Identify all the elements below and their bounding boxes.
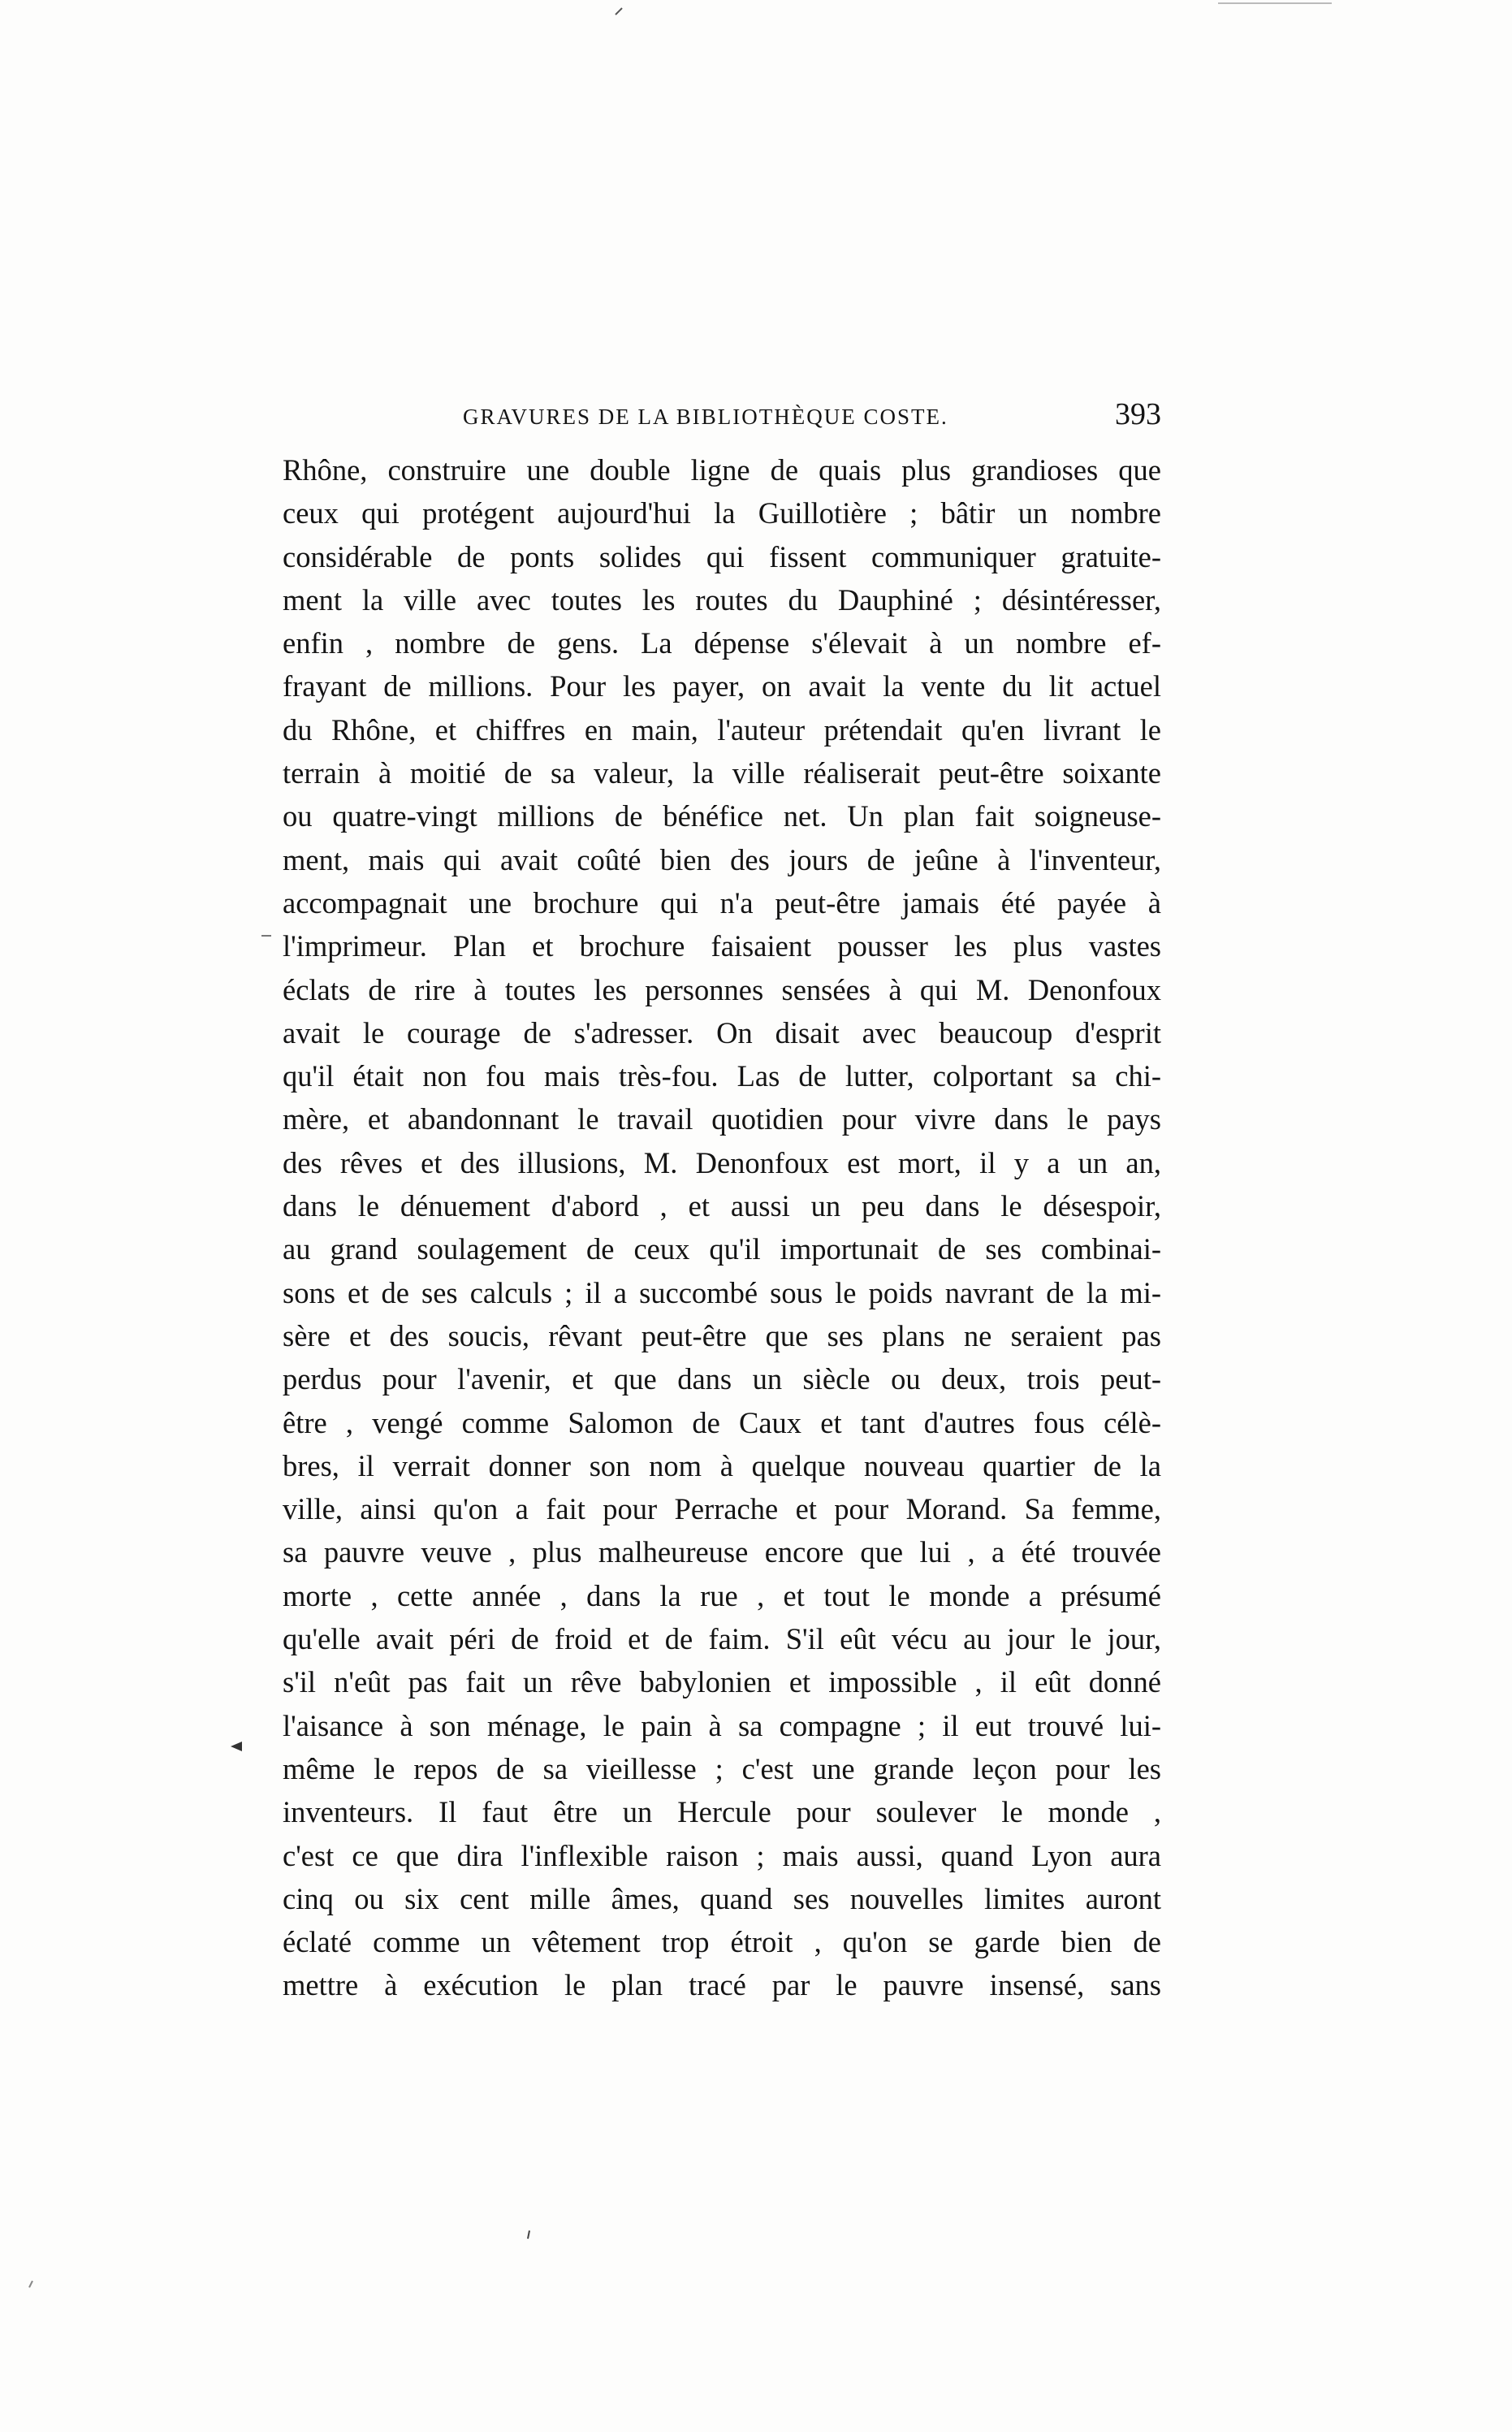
text-line: ceux qui protégent aujourd'hui la Guillotière ; bâtir un nombre — [283, 496, 1161, 530]
text-line: inventeurs. Il faut être un Hercule pour soulever le monde , — [283, 1795, 1161, 1829]
scan-arrow-left — [231, 1742, 242, 1751]
scan-mark-bottom — [528, 2231, 529, 2239]
text-line: morte , cette année , dans la rue , et tout le monde a présumé — [283, 1578, 1161, 1612]
page-header — [463, 396, 1161, 445]
text-line: l'imprimeur. Plan et brochure faisaient pousser les plus vastes — [283, 929, 1161, 963]
text-line: ou quatre-vingt millions de bénéfice net. Un plan fait soigneuse- — [283, 799, 1161, 833]
text-line: du Rhône, et chiffres en main, l'auteur prétendait qu'en livrant le — [283, 712, 1161, 746]
text-line: perdus pour l'avenir, et que dans un siècle ou deux, trois peut- — [283, 1362, 1161, 1396]
text-line: considérable de ponts solides qui fissent communiquer gratuite- — [283, 539, 1161, 573]
text-line: cinq ou six cent mille âmes, quand ses nouvelles limites auront — [283, 1881, 1161, 1915]
text-line: ment la ville avec toutes les routes du Dauphiné ; désintéresser, — [283, 582, 1161, 617]
text-line: accompagnait une brochure qui n'a peut-être jamais été payée à — [283, 885, 1161, 920]
text-line: sère et des soucis, rêvant peut-être que ses plans ne seraient pas — [283, 1318, 1161, 1352]
text-line: au grand soulagement de ceux qu'il importunait de ses combinai- — [283, 1232, 1161, 1266]
text-line: c'est ce que dira l'inflexible raison ; mais aussi, quand Lyon aura — [283, 1838, 1161, 1872]
text-line: sa pauvre veuve , plus malheureuse encore que lui , a été trouvée — [283, 1535, 1161, 1569]
text-line: bres, il verrait donner son nom à quelque nouveau quartier de la — [283, 1448, 1161, 1482]
text-line: enfin , nombre de gens. La dépense s'élevait à un nombre ef- — [283, 626, 1161, 660]
text-line: être , vengé comme Salomon de Caux et tant d'autres fous célè- — [283, 1405, 1161, 1439]
text-line: mère, et abandonnant le travail quotidien pour vivre dans le pays — [283, 1102, 1161, 1136]
text-line: s'il n'eût pas fait un rêve babylonien et impossible , il eût donné — [283, 1665, 1161, 1699]
text-line: qu'elle avait péri de froid et de faim. S'il eût vécu au jour le jour, — [283, 1622, 1161, 1656]
text-line: terrain à moitié de sa valeur, la ville réaliserait peut-être soixante — [283, 756, 1161, 790]
text-line: qu'il était non fou mais très-fou. Las de lutter, colportant sa chi- — [283, 1059, 1161, 1093]
text-line: mettre à exécution le plan tracé par le pauvre insensé, sans — [283, 1968, 1161, 2002]
text-line: même le repos de sa vieillesse ; c'est une grande leçon pour les — [283, 1751, 1161, 1785]
text-line: avait le courage de s'adresser. On disait avec beaucoup d'esprit — [283, 1015, 1161, 1049]
running-title: GRAVURES DE LA BIBLIOTHÈQUE COSTE. — [463, 405, 948, 429]
page-number: 393 — [1115, 397, 1161, 431]
text-line: Rhône, construire une double ligne de quais plus grandioses que — [283, 453, 1161, 487]
text-line: sons et de ses calculs ; il a succombé sous le poids navrant de la mi- — [283, 1275, 1161, 1309]
scan-mark-top — [616, 8, 622, 15]
text-line: éclaté comme un vêtement trop étroit , qu'on se garde bien de — [283, 1925, 1161, 1959]
scan-mark-bottom-left — [29, 2281, 32, 2287]
text-line: des rêves et des illusions, M. Denonfoux est mort, il y a un an, — [283, 1145, 1161, 1179]
text-line: ment, mais qui avait coûté bien des jours de jeûne à l'inventeur, — [283, 842, 1161, 876]
text-line: ville, ainsi qu'on a fait pour Perrache et pour Morand. Sa femme, — [283, 1492, 1161, 1526]
text-line: éclats de rire à toutes les personnes sensées à qui M. Denonfoux — [283, 972, 1161, 1006]
text-line: frayant de millions. Pour les payer, on avait la vente du lit actuel — [283, 669, 1161, 703]
text-line: dans le dénuement d'abord , et aussi un peu dans le désespoir, — [283, 1189, 1161, 1223]
text-line: l'aisance à son ménage, le pain à sa compagne ; il eut trouvé lui- — [283, 1708, 1161, 1742]
body-text — [283, 448, 1161, 2007]
